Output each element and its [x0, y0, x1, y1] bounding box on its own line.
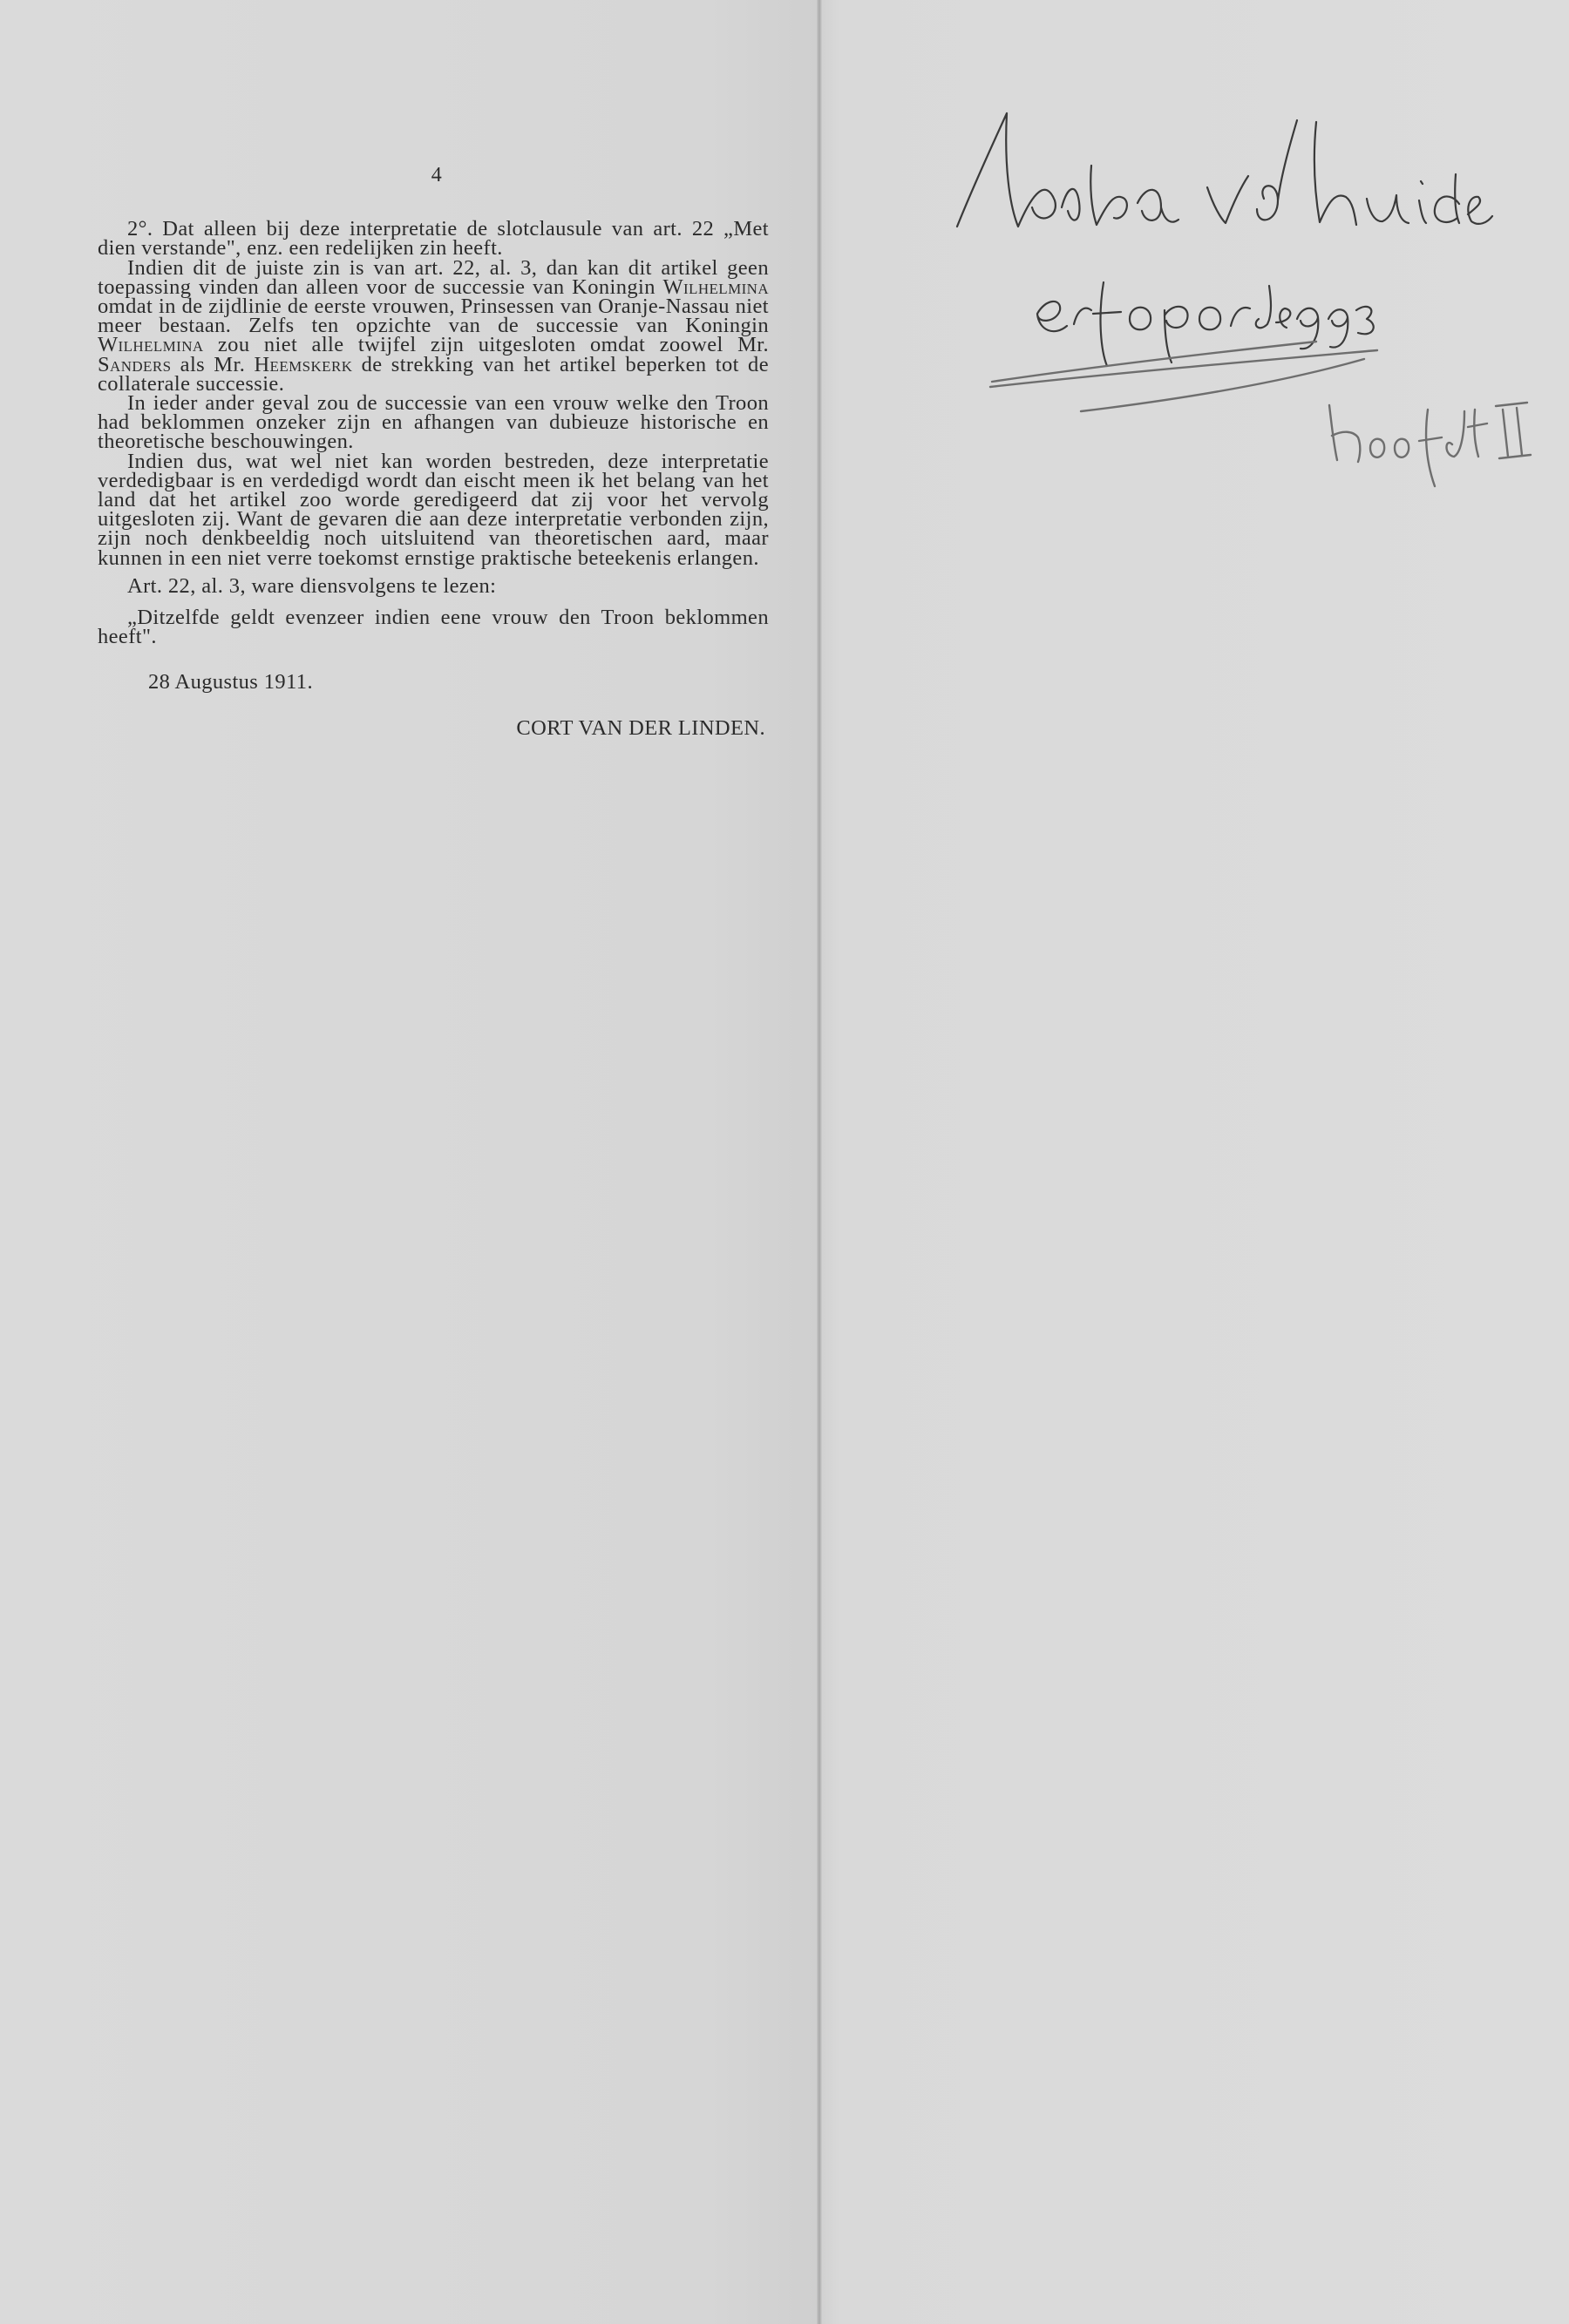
paragraph-2-text-b: omdat in de zijdlinie de eerste vrouwen, Prinsessen van Oranje-Nassau niet meer bestaan. Zelfs ten opzichte van de successie van Koningin: [98, 295, 769, 338]
paragraph-3: In ieder ander geval zou de successie van een vrouw welke den Troon had beklommen onzeker zijn en afhangen van dubieuze historische en theoretische beschouwingen.: [98, 391, 769, 454]
signature-name: CORT VAN DER LINDEN.: [516, 715, 765, 740]
printed-page: [98, 166, 769, 738]
paragraph-2: [98, 255, 769, 396]
document-date: 28 Augustus 1911.: [148, 670, 313, 694]
paragraph-2-text-c: zou niet alle twijfel zijn uitgesloten omdat zoowel Mr.: [203, 333, 769, 357]
handwriting-drawing: [907, 96, 1534, 497]
proposal-line: Art. 22, al. 3, ware diensvolgens te lezen:: [127, 573, 497, 598]
page-fold: [817, 0, 822, 2324]
paragraph-2-text-d: als Mr.: [171, 352, 255, 376]
paragraph-1: 2°. Dat alleen bij deze interpretatie de slotclausule van art. 22 „Met dien verstande", enz. een redelijken zin heeft.: [98, 217, 769, 261]
page-number: 4: [431, 164, 443, 186]
paragraph-2-text-a: Indien dit de juiste zin is van art. 22, al. 3, dan kan dit artikel geen toepassing vinden dan alleen voor de successie van Koningin: [98, 255, 769, 299]
name-wilhelmina: Wilhelmina: [662, 274, 769, 299]
name-sanders: Sanders: [98, 352, 172, 376]
paragraph-2-text-e: de strekking van het artikel beperken tot de collaterale successie.: [98, 352, 769, 396]
pencil-rules: [990, 342, 1377, 411]
handwritten-title: [957, 113, 1492, 227]
name-heemskerk: Heemskerk: [254, 352, 353, 376]
name-wilhelmina: Wilhelmina: [98, 333, 204, 357]
paragraph-4: Indien dus, wat wel niet kan worden bestreden, deze interpretatie verdedigbaar is en verdedigd wordt dan eischt meen ik het belang van het land dat het artikel zoo worde geredigeerd dat zij voor het vervolg uitgesloten zij. Want de gevaren die aan deze interpretatie verbonden zijn, zijn noch denkbeeldig noch uitsluitend van theoretischen aard, maar kunnen in een niet verre toekomst ernstige praktische beteekenis erlangen.: [98, 449, 769, 570]
handwritten-annotations: [907, 96, 1534, 497]
pencil-chapter-note: [1329, 403, 1531, 486]
proposed-text-quote: „Ditzelfde geldt evenzeer indien eene vrouw den Troon beklommen heeft".: [98, 606, 769, 649]
